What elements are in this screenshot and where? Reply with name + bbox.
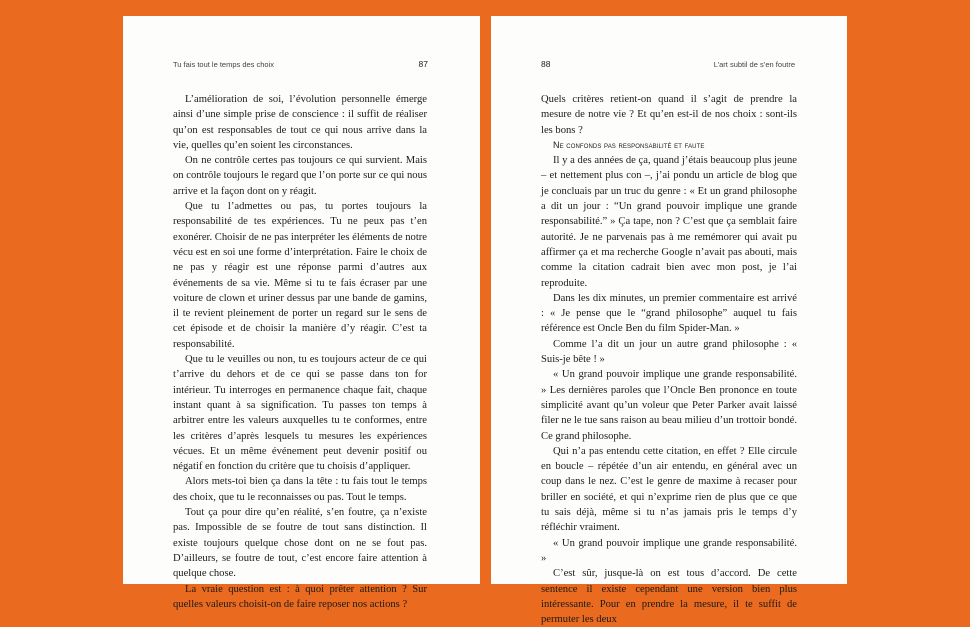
- paragraph: Dans les dix minutes, un premier commentaire est arrivé : « Je pense que le “grand philosophe” auquel tu fais référence est Oncle Ben du film Spider-Man. »: [541, 292, 797, 335]
- paragraph: Alors mets-toi bien ça dans la tête : tu fais tout le temps des choix, que tu le reconnaisses ou pas. Tout le temps.: [173, 476, 427, 503]
- paragraph: Il y a des années de ça, quand j’étais beaucoup plus jeune – et nettement plus con –, j’ai pondu un article de blog que je concluais par un truc du genre : « Et un grand philosophe a dit un jour : “Un grand pouvoir implique une grande responsabilité.” » Ça tape, non ? C’est que ça semblait faire autorité. Je ne parvenais pas à me remémorer qui avait pu affirmer ça et ma recherche Google n’avait pas abouti, mais comme la citation cadrait bien avec mon post, je l’ai reproduite.: [541, 155, 797, 289]
- paragraph: Que tu le veuilles ou non, tu es toujours acteur de ce qui t’arrive du dehors et de ce qui se passe dans ton for intérieur. Tu interroges en permanence chaque fait, chaque instant quant à sa signification. Tu passes ton temps à arbitrer entre les valeurs auxquelles tu te conformes, entre les critères d’après lesquels tu mesures les expériences vécues. Et un même événement peut devenir positif ou négatif en fonction du critère que tu choisis d’appliquer.: [173, 354, 427, 473]
- paragraph: Que tu l’admettes ou pas, tu portes toujours la responsabilité de tes expériences. Tu ne peux pas t’en exonérer. Choisir de ne pas interpréter les éléments de notre vécu est en soi une forme d’interprétation. Faire le choix de ne pas y réagir est une réponse parmi d’autres aux événements de sa vie. Même si tu te fais écraser par une voiture de clown et uriner dessus par une bande de gamins, il te revient pleinement de porter un regard sur le sens de cet épisode et de choisir la manière d’y réagir. C’est ta responsabilité.: [173, 201, 427, 350]
- paragraph: C’est sûr, jusque-là on est tous d’accord. De cette sentence il existe cependant une version bien plus intéressante. Pour en prendre la mesure, il te suffit de permuter les deux: [541, 568, 797, 626]
- paragraph: La vraie question est : à quoi prêter attention ? Sur quelles valeurs choisit-on de faire reposer nos actions ?: [173, 583, 427, 610]
- left-body-text: [173, 92, 427, 612]
- paragraph: Qui n’a pas entendu cette citation, en effet ? Elle circule en boucle – répétée d’un air entendu, en général avec un coup dans le nez. C’est le genre de maxime à recaser pour briller en société, et qui n’exprime rien de plus que ce que tu sais déjà, même si tu n’as jamais pris le temps d’y réfléchir vraiment.: [541, 445, 797, 534]
- paragraph: L’amélioration de soi, l’évolution personnelle émerge ainsi d’une simple prise de conscience : il suffit de réaliser qu’on est responsables de tout ce qui nous arrive dans la vie, quelles qu’en soient les circonstances.: [173, 94, 427, 151]
- right-page-number: 88: [541, 59, 551, 69]
- right-running-head: L’art subtil de s’en foutre: [713, 60, 795, 69]
- paragraph: On ne contrôle certes pas toujours ce qui survient. Mais on contrôle toujours le regard que l’on porte sur ce qui nous arrive et la façon dont on y réagit.: [173, 155, 427, 197]
- right-body-text: [541, 92, 797, 627]
- paragraph: « Un grand pouvoir implique une grande responsabilité. » Les dernières paroles que l’Oncle Ben prononce en toute simplicité avant qu’un voleur que Peter Parker avait laissé filer ne le tue sans raison au beau milieu d’un trottoir bondé. Ce grand philosophe.: [541, 369, 797, 442]
- left-running-head: Tu fais tout le temps des choix: [173, 60, 275, 69]
- paragraph: « Un grand pouvoir implique une grande responsabilité. »: [541, 537, 797, 564]
- paragraph: Quels critères retient-on quand il s’agit de prendre la mesure de notre vie ? Et qu’en est-il de nos choix : sont-ils les bons ?: [541, 94, 797, 136]
- paragraph: Comme l’a dit un jour un autre grand philosophe : « Suis-je bête ! »: [541, 338, 797, 366]
- paragraph: Tout ça pour dire qu’en réalité, s’en foutre, ça n’existe pas. Impossible de se foutre de tout sans distinction. Il existe toujours quelque chose dont on ne se fout pas. D’ailleurs, se foutre de tout, c’est encore faire attention à quelque chose.: [173, 507, 427, 580]
- right-page: [491, 16, 847, 626]
- left-page-number: 87: [418, 59, 428, 69]
- left-page: [123, 16, 480, 610]
- section-heading: Ne confonds pas responsabilité et faute: [553, 139, 705, 150]
